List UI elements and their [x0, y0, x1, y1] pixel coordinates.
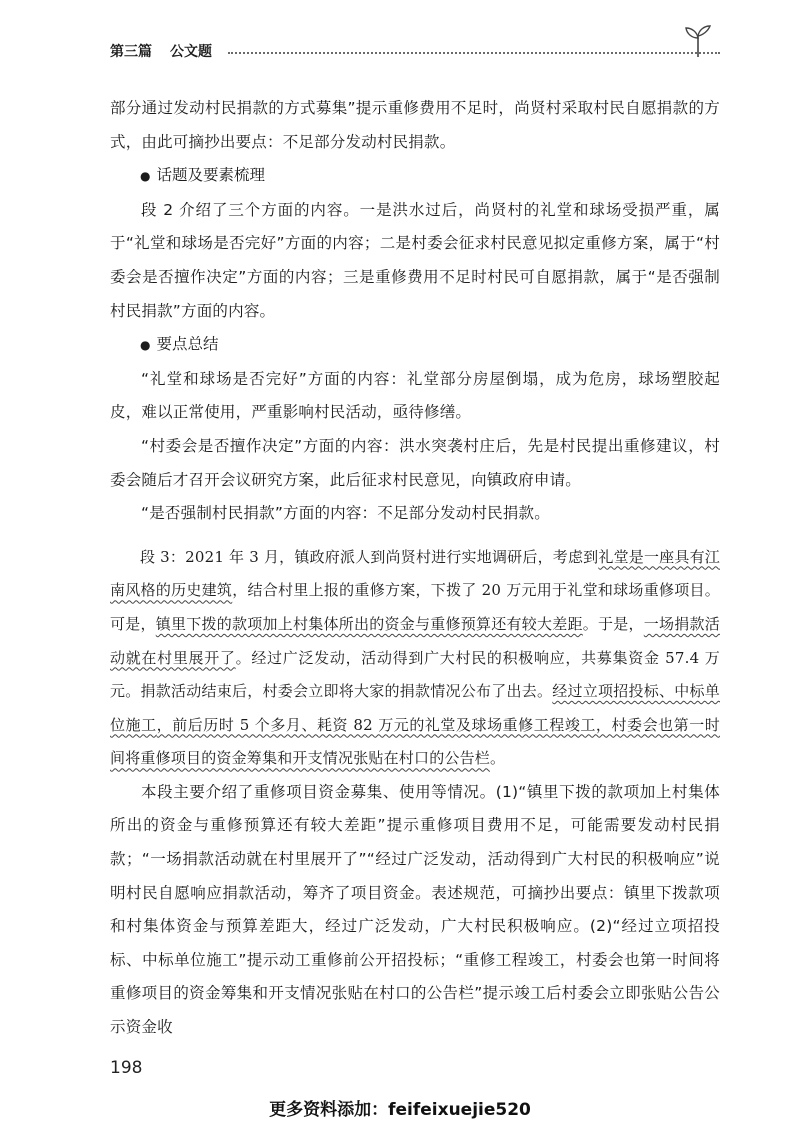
header-dotted-rule	[228, 52, 720, 54]
bullet-heading-label: 要点总结	[156, 335, 219, 354]
section-label: 第三篇	[110, 44, 152, 60]
paragraph-topic-summary: 段 2 介绍了三个方面的内容。一是洪水过后，尚贤村的礼堂和球场受损严重，属于“礼堂和球场是否完好”方面的内容；二是村委会征求村民意见拟定重修方案，属于“村委会是否擅作决定”方面的内容；三是重修费用不足时村民可自愿捐款，属于“是否强制村民捐款”方面的内容。	[110, 200, 720, 320]
bullet-heading-label: 话题及要素梳理	[156, 166, 265, 185]
analysis-paragraph: 本段主要介绍了重修项目资金募集、使用等情况。(1)“镇里下拨的款项加上村集体所出的资金与重修预算还有较大差距”提示重修项目费用不足，可能需要发动村民捐款；“一场捐款活动就在村里展开了”“经过广泛发动，活动得到广大村民的积极响应”说明村民自愿响应捐款活动，筹齐了项目资金。表述规范，可摘抄出要点：镇里下拨款项和村集体资金与预算差距大，经过广泛发动，广大村民积极响应。(2)“经过立项招投标、中标单位施工”提示动工重修前公开招投标；“重修工程竣工，村委会也第一时间将重修项目的资金筹集和开支情况张贴在村口的公告栏”提示竣工后村委会立即张贴公告公示资金收	[110, 782, 720, 1037]
page-body	[110, 92, 720, 1045]
running-header	[110, 38, 720, 64]
source-underlined: 镇里下拨的款项加上村集体所出的资金与重修预算还有较大差距	[155, 614, 583, 633]
point-hall-court: “礼堂和球场是否完好”方面的内容：礼堂部分房屋倒塌，成为危房，球场塑胶起皮，难以正常使用，严重影响村民活动，亟待修缮。	[110, 369, 720, 422]
topic-label: 公文题	[170, 44, 212, 60]
page-number: 198	[110, 1058, 143, 1078]
source-underlined: 礼堂是一座具有江南风格的历史建筑	[110, 547, 720, 600]
bullet-heading-points	[140, 328, 720, 363]
point-committee: “村委会是否擅作决定”方面的内容：洪水突袭村庄后，先是村民提出重修建议，村委会随后才召开会议研究方案，此后征求村民意见，向镇政府申请。	[110, 436, 720, 489]
sprout-icon	[683, 24, 713, 58]
paragraph-continued: 部分通过发动村民捐款的方式募集”提示重修费用不足时，尚贤村采取村民自愿捐款的方式，由此可摘抄出要点：不足部分发动村民捐款。	[110, 99, 720, 151]
source-text: 。于是，	[582, 614, 644, 633]
source-text: ，结合村里上报的重修方案，下拨了 20 万元用于礼堂和球场重修项目。可是，	[110, 581, 720, 633]
bullet-dot-icon: ●	[140, 169, 151, 184]
footer-contact: 更多资料添加：feifeixuejie520	[269, 1100, 531, 1120]
source-text: 段 3：2021 年 3 月，镇政府派人到尚贤村进行实地调研后，考虑到	[140, 547, 599, 566]
source-underlined: 经过立项招投标、中标单位施工	[110, 682, 720, 734]
point-donation: “是否强制村民捐款”方面的内容：不足部分发动村民捐款。	[141, 504, 550, 523]
source-underlined: ，前后历时 5 个多月、耗资 82 万元的礼堂及球场重修工程竣工，	[156, 715, 612, 734]
source-text: 。经过广泛发动，活动得到广大村民的积极响应，共募集资金 57.4 万元。捐款活动结束后，村委会立即将大家的捐款情况公布了出去。	[110, 648, 720, 701]
bullet-dot-icon: ●	[140, 338, 151, 353]
source-underlined: 一场捐款活动就在村里展开了	[110, 614, 720, 667]
source-text: 。	[490, 749, 506, 768]
bullet-heading-topics	[140, 159, 720, 194]
source-paragraph-3	[110, 541, 720, 776]
source-underlined: 村委会也第一时间将重修项目的资金筹集和开支情况张贴在村口的公告栏	[110, 715, 720, 768]
